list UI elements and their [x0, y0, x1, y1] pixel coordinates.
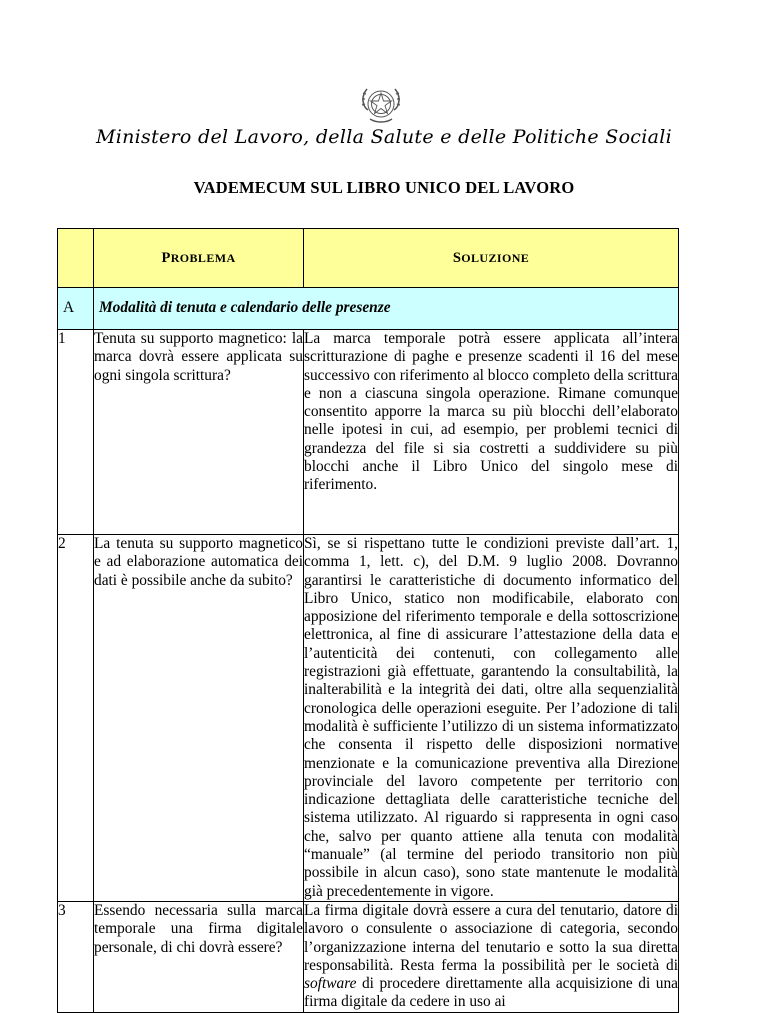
answer-text-part: di procedere direttamente alla acquisizione di una firma digitale da cedere in uso ai — [304, 975, 678, 1011]
header-solution-initial: S — [452, 249, 462, 266]
row-answer — [304, 901, 679, 1012]
section-row — [58, 288, 679, 330]
row-number: 3 — [58, 901, 94, 1012]
table-row — [58, 535, 679, 902]
row-answer: Sì, se si rispettano tutte le condizioni previste dall’art. 1, comma 1, lett. c), del D.M. 9 luglio 2008. Dovranno garantirsi le caratteristiche di documento informatico del Libro Unico, statico non modificabile, elaborato con apposizione del riferimento temporale e della sottoscrizione elettronica, al fine di assicurare l’attestazione della data e l’autenticità dei contenuti, con collegamento alle registrazioni già effettuate, garantendo la consultabilità, la inalterabilità e la integrità dei dati, oltre alla sequenzialità cronologica delle operazioni eseguite. Per l’adozione di tali modalità è sufficiente l’utilizzo di un sistema informatizzato che consenta il rispetto delle disposizioni normative menzionate e la comunicazione preventiva alla Direzione provinciale del lavoro competente per territorio con indicazione dettagliata delle caratteristiche tecniche del sistema utilizzato. Al riguardo si rappresenta in ogni caso che, salvo per quanto attiene alla tenuta con modalità “manuale” (al termine del periodo transitorio non più possibile in alcun caso), sono state mantenute le modalità già precedentemente in vigore. — [304, 535, 678, 900]
column-header-problem — [94, 229, 304, 288]
row-number: 1 — [58, 330, 94, 535]
table-row — [58, 330, 679, 535]
header-empty-cell — [58, 229, 94, 288]
table-row — [58, 901, 679, 1012]
row-question: Tenuta su supporto magnetico: la marca dovrà essere applicata su ogni singola scrittura? — [94, 330, 304, 535]
section-title: Modalità di tenuta e calendario delle presenze — [94, 288, 679, 330]
document-title: VADEMECUM SUL LIBRO UNICO DEL LAVORO — [193, 178, 575, 197]
answer-text-part: La firma digitale dovrà essere a cura del tenutario, datore di lavoro o consulente o associazione di categoria, secondo l’organizzazione interna del tenutario e sotto la sua diretta responsabilità. Resta ferma la possibilità per le società di — [304, 901, 678, 974]
italian-republic-emblem-icon — [356, 82, 406, 126]
ministry-name: Ministero del Lavoro, della Salute e delle Politiche Sociali — [95, 126, 673, 148]
header-problem-initial: P — [161, 249, 171, 266]
answer-italic-term: software — [304, 975, 357, 993]
column-header-solution — [304, 229, 679, 288]
row-number: 2 — [58, 535, 94, 902]
row-question: La tenuta su supporto magnetico e ad elaborazione automatica dei dati è possibile anche da subito? — [94, 535, 304, 902]
header-problem-rest: ROBLEMA — [170, 250, 236, 265]
table-header-row — [58, 229, 679, 288]
section-label: A — [58, 288, 94, 330]
header-solution-rest: OLUZIONE — [461, 250, 530, 265]
faq-table — [57, 228, 679, 1013]
row-answer: La marca temporale potrà essere applicata all’intera scritturazione di paghe e presenze scadenti il 16 del mese successivo con riferimento al blocco completo della scrittura e non a ciascuna singola operazione. Rimane comunque consentito apporre la marca su più blocchi dell’elaborato nelle ipotesi in cui, ad esempio, per problemi tecnici di grandezza del file si sia costretti a suddividere su più blocchi anche il Libro Unico del singolo mese di riferimento. — [304, 330, 679, 535]
row-question: Essendo necessaria sulla marca temporale una firma digitale personale, di chi dovrà essere? — [94, 901, 304, 1012]
